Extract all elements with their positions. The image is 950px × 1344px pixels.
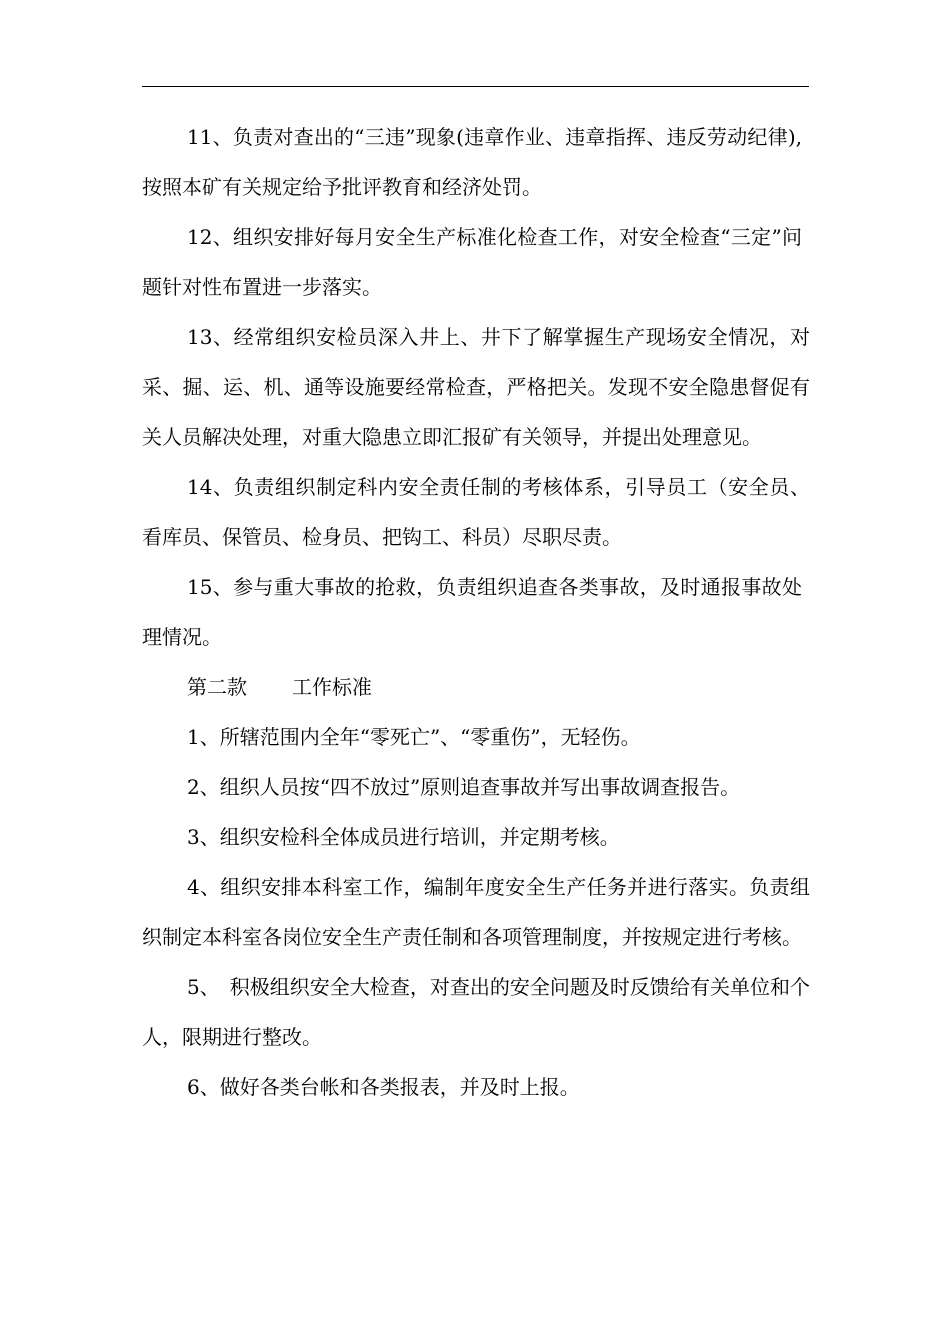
standard-item-4: 4、组织安排本科室工作，编制年度安全生产任务并进行落实。负责组织制定本科室各岗位安全生产责任制和各项管理制度，并按规定进行考核。 <box>142 875 810 949</box>
paragraph-item-14: 14、负责组织制定科内安全责任制的考核体系，引导员工（安全员、看库员、保管员、检身员、把钩工、科员）尽职尽责。 <box>142 475 810 549</box>
header-rule <box>142 86 809 87</box>
section-number: 第二款 <box>187 675 247 699</box>
standard-item-2: 2、组织人员按“四不放过”原则追查事故并写出事故调查报告。 <box>187 775 741 799</box>
standard-item-5: 5、 积极组织安全大检查，对查出的安全问题及时反馈给有关单位和个人，限期进行整改。 <box>142 975 810 1049</box>
standard-item-1: 1、所辖范围内全年“零死亡”、“零重伤”，无轻伤。 <box>187 725 641 749</box>
paragraph-item-11: 11、负责对查出的“三违”现象(违章作业、违章指挥、违反劳动纪律),按照本矿有关规定给予批评教育和经济处罚。 <box>142 125 802 199</box>
section-heading <box>142 662 810 712</box>
document-body <box>142 112 810 1112</box>
paragraph-item-12: 12、组织安排好每月安全生产标准化检查工作，对安全检查“三定”问题针对性布置进一步落实。 <box>142 225 802 299</box>
standard-item-3: 3、组织安检科全体成员进行培训，并定期考核。 <box>187 825 620 849</box>
section-title: 工作标准 <box>292 675 372 699</box>
standard-item-6: 6、做好各类台帐和各类报表，并及时上报。 <box>187 1075 580 1099</box>
paragraph-item-13: 13、经常组织安检员深入井上、井下了解掌握生产现场安全情况，对采、掘、运、机、通等设施要经常检查，严格把关。发现不安全隐患督促有关人员解决处理，对重大隐患立即汇报矿有关领导，并提出处理意见。 <box>142 325 810 449</box>
paragraph-item-15: 15、参与重大事故的抢救，负责组织追查各类事故，及时通报事故处理情况。 <box>142 575 802 649</box>
